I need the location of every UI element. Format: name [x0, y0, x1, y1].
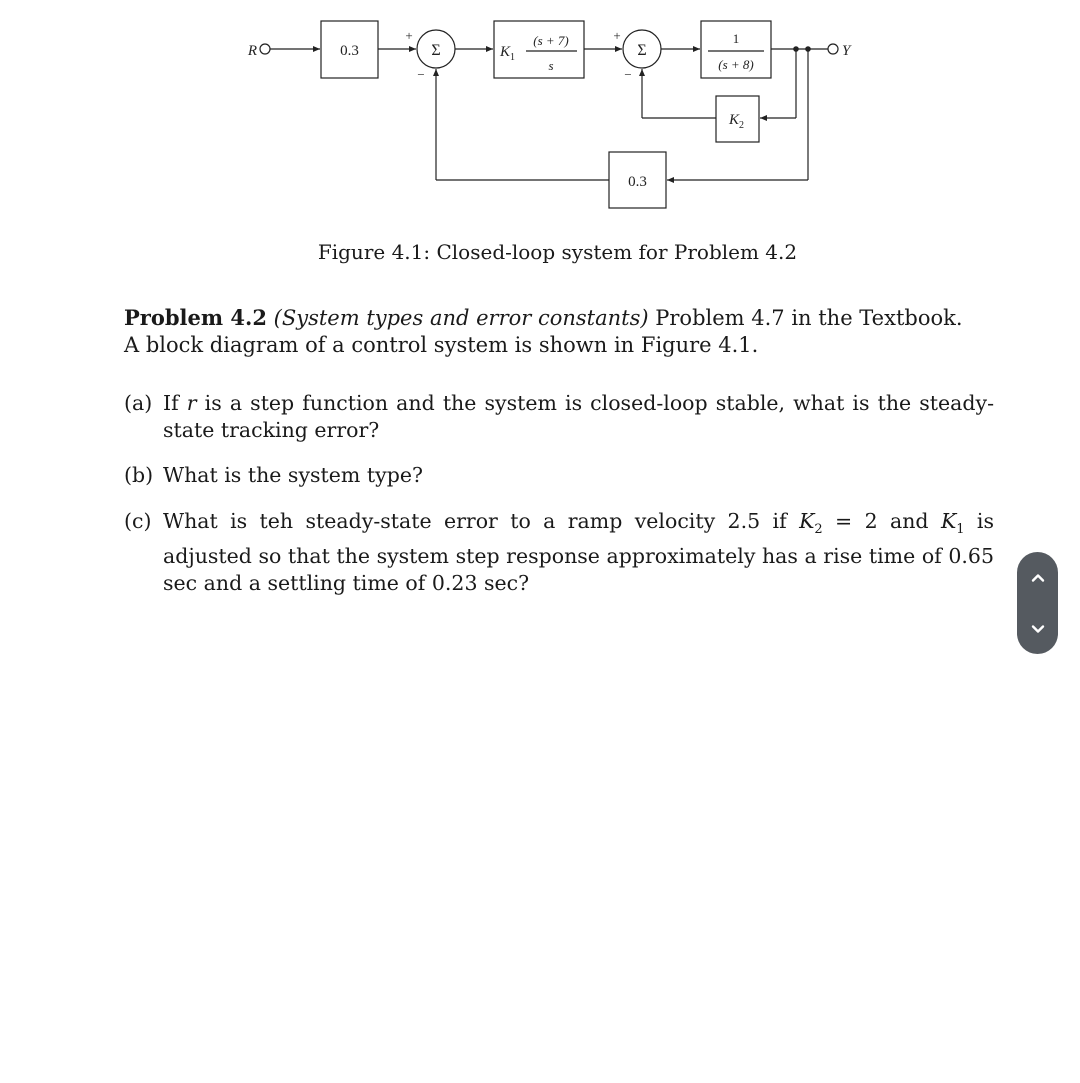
- chevron-down-icon: [1030, 621, 1046, 637]
- controller-numerator: (s + 7): [533, 33, 569, 48]
- scroll-down-button[interactable]: [1017, 603, 1058, 654]
- block-diagram: [0, 0, 1080, 225]
- problem-reference: Problem 4.7 in the Textbook.: [655, 306, 963, 330]
- problem-heading: [124, 304, 994, 332]
- sum1-plus-sign: +: [405, 28, 413, 43]
- outer-feedback-gain: 0.3: [628, 174, 647, 190]
- problem-topic: (System types and error constants): [273, 306, 649, 330]
- part-c-text: What is teh steady-state error to a ramp velocity 2.5 if $K_2 = 2$ and $K_1$ is adjusted so that the system step response approximately has a rise time of 0.65 sec and a settling time of 0.23 sec?: [163, 508, 994, 595]
- part-c-label: (c): [124, 508, 152, 533]
- input-node: [260, 44, 270, 54]
- part-c: [124, 508, 994, 597]
- problem-intro: A block diagram of a control system is shown in Figure 4.1.: [124, 333, 759, 357]
- part-a: [124, 390, 994, 443]
- prefilter-gain: 0.3: [340, 43, 359, 59]
- part-b: [124, 462, 994, 489]
- part-a-label: (a): [124, 391, 153, 415]
- controller-denominator: s: [548, 58, 554, 73]
- problem-number: Problem 4.2: [124, 305, 267, 330]
- sum1-minus-sign: −: [417, 67, 425, 82]
- problem-parts: [124, 390, 994, 615]
- problem-statement: [124, 304, 994, 359]
- sum2-minus-sign: −: [624, 67, 632, 82]
- inner-feedback-gain: $K_2$: [729, 112, 745, 131]
- sum2-plus-sign: +: [613, 28, 621, 43]
- page-nav-control: [1017, 552, 1058, 654]
- figure-caption: Figure 4.1: Closed-loop system for Problem 4.2: [317, 240, 798, 264]
- plant-denominator: (s + 8): [718, 57, 754, 72]
- chevron-up-icon: [1030, 570, 1046, 586]
- plant-numerator: 1: [732, 31, 740, 46]
- sum-symbol-1: Σ: [431, 42, 441, 59]
- output-node: [828, 44, 838, 54]
- controller-gain: $K_1$: [500, 44, 516, 63]
- scroll-up-button[interactable]: [1017, 552, 1058, 603]
- input-label: R: [247, 43, 257, 59]
- output-label: Y: [842, 43, 851, 59]
- branch-point-inner: [793, 46, 799, 52]
- part-b-label: (b): [124, 463, 154, 487]
- branch-point-outer: [805, 46, 811, 52]
- sum-symbol-2: Σ: [637, 42, 647, 59]
- part-a-text: If r is a step function and the system is closed-loop stable, what is the steady-state tracking error?: [163, 391, 994, 442]
- part-b-text: What is the system type?: [163, 463, 423, 487]
